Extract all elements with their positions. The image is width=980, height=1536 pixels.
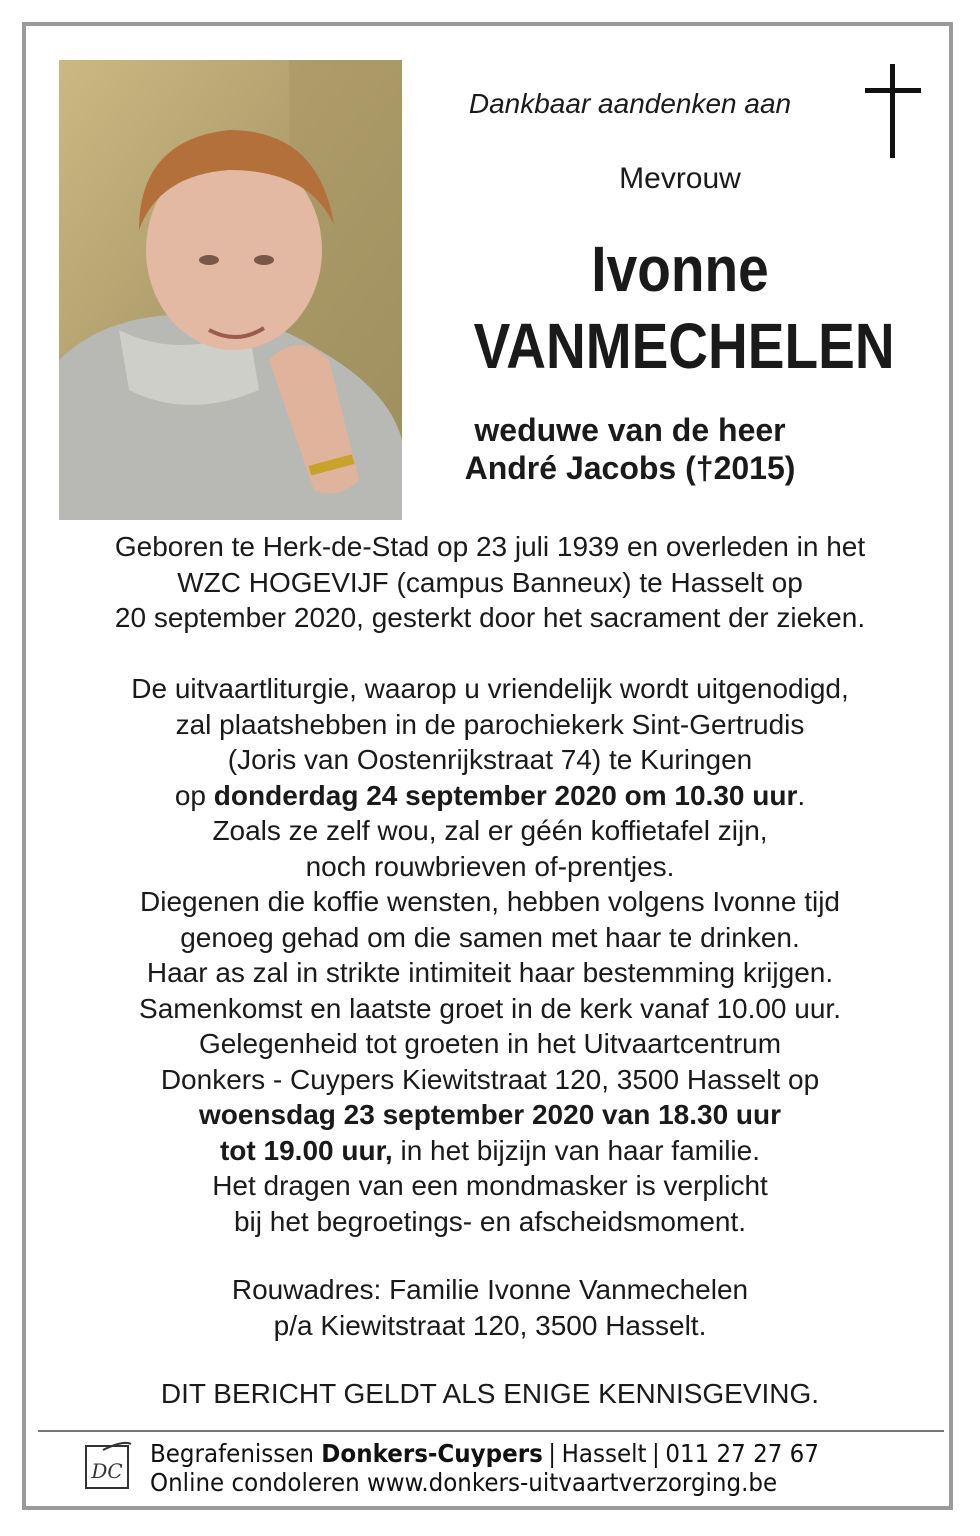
title-mevrouw: Mevrouw xyxy=(619,162,741,195)
mourning-address xyxy=(40,1272,940,1343)
notice-text: DIT BERICHT GELDT ALS ENIGE KENNISGEVING. xyxy=(160,1378,820,1409)
intro-text: Dankbaar aandenken aan xyxy=(468,88,792,119)
company-city: Hasselt xyxy=(561,1439,647,1468)
widow-line-2: André Jacobs (†2015) xyxy=(464,450,796,486)
funeral-line: Diegenen die koffie wensten, hebben volgens Ivonne tijd xyxy=(140,886,840,917)
funeral-date-line xyxy=(40,778,940,814)
portrait-photo xyxy=(59,60,402,520)
visitation-time-line xyxy=(40,1133,940,1169)
funeral-line: Haar as zal in strikte intimiteit haar bestemming krijgen. xyxy=(146,957,834,988)
visitation-date-line xyxy=(40,1097,940,1133)
funeral-line: De uitvaartliturgie, waarop u vriendelijk wordt uitgenodigd, xyxy=(131,673,849,704)
cross-icon xyxy=(865,64,921,158)
logo-letters: DC xyxy=(91,1459,123,1483)
funeral-line: genoeg gehad om die samen met haar te drinken. xyxy=(180,921,800,953)
funeral-line: Samenkomst en laatste groet in de kerk vanaf 10.00 uur. xyxy=(139,992,841,1024)
funeral-date-pre: op xyxy=(174,779,214,811)
company-phone: 011 27 27 67 xyxy=(665,1439,819,1468)
birth-line: 20 september 2020, gesterkt door het sacrament der zieken. xyxy=(114,602,866,633)
funeral-home-logo xyxy=(83,1440,135,1492)
funeral-line: noch rouwbrieven of-prentjes. xyxy=(305,850,675,882)
first-name: Ivonne xyxy=(591,233,769,305)
funeral-date: donderdag 24 september 2020 om 10.30 uur xyxy=(213,779,798,811)
birth-paragraph xyxy=(40,529,940,636)
funeral-date-post: . xyxy=(797,779,806,811)
company-name: Donkers-Cuypers xyxy=(321,1439,543,1468)
birth-line: Geboren te Herk-de-Stad op 23 juli 1939 en overleden in het xyxy=(114,531,866,562)
funeral-line: zal plaatshebben in de parochiekerk Sint-Gertrudis xyxy=(175,708,805,740)
company-prefix: Begrafenissen xyxy=(150,1439,322,1468)
funeral-paragraph xyxy=(40,671,940,1239)
funeral-line: Het dragen van een mondmasker is verplicht xyxy=(212,1170,768,1201)
address-line: Rouwadres: Familie Ivonne Vanmechelen xyxy=(231,1274,749,1305)
widow-line-1: weduwe van de heer xyxy=(474,412,786,448)
visitation-family: in het bijzijn van haar familie. xyxy=(392,1134,760,1166)
birth-line: WZC HOGEVIJF (campus Banneux) te Hasselt op xyxy=(177,566,803,598)
visitation-end-time: tot 19.00 uur, xyxy=(219,1134,393,1166)
funeral-line: bij het begroetings- en afscheidsmoment. xyxy=(233,1205,747,1237)
funeral-line: Gelegenheid tot groeten in het Uitvaartcentrum xyxy=(198,1028,782,1059)
footer-company-line: Begrafenissen Donkers-Cuypers | Hasselt | 011 27 27 67 xyxy=(150,1439,819,1468)
footer-online-line: Online condoleren www.donkers-uitvaartverzorging.be xyxy=(150,1468,778,1497)
funeral-line: (Joris van Oostenrijkstraat 74) te Kuringen xyxy=(227,744,753,775)
address-line: p/a Kiewitstraat 120, 3500 Hasselt. xyxy=(273,1309,707,1341)
funeral-line: Donkers - Cuypers Kiewitstraat 120, 3500 Hasselt op xyxy=(160,1063,820,1095)
visitation-date: woensdag 23 september 2020 van 18.30 uur xyxy=(198,1099,782,1130)
footer-divider xyxy=(38,1430,944,1432)
last-name: VANMECHELEN xyxy=(473,310,895,382)
funeral-line: Zoals ze zelf wou, zal er géén koffietafel zijn, xyxy=(212,815,768,846)
